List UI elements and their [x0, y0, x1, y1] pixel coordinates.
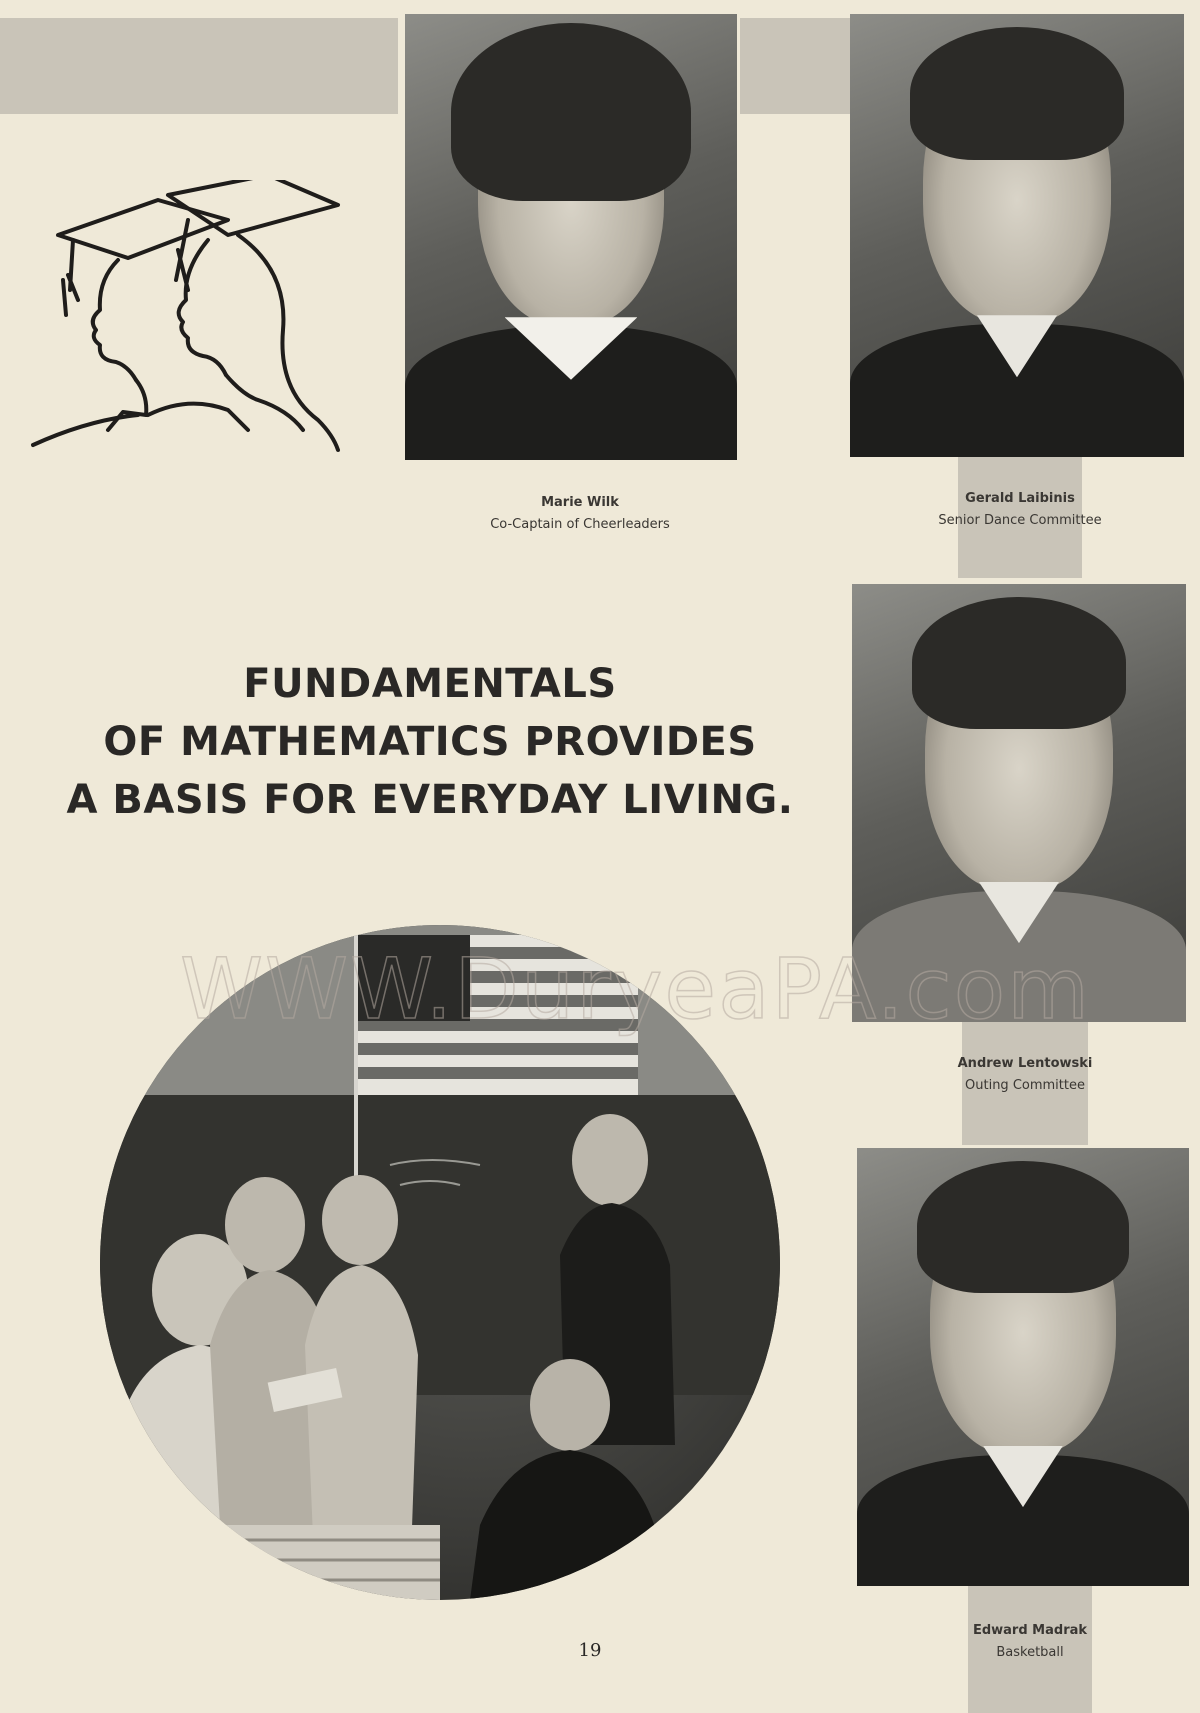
page-number: 19 — [578, 1640, 602, 1661]
portrait-edward-madrak — [857, 1148, 1189, 1586]
student-name: Marie Wilk — [541, 495, 619, 510]
caption-gerald-laibinis — [900, 488, 1140, 532]
watermark-text: WWW.DuryeaPA.com — [180, 940, 1091, 1038]
student-activity: Basketball — [996, 1645, 1064, 1660]
caption-edward-madrak — [930, 1620, 1130, 1664]
caption-marie-wilk — [430, 492, 730, 536]
student-name: Gerald Laibinis — [965, 491, 1075, 506]
graduates-drawing — [28, 180, 358, 460]
student-name: Andrew Lentowski — [957, 1056, 1093, 1071]
headline-line-3: A BASIS FOR EVERYDAY LIVING. — [66, 777, 794, 823]
portrait-marie-wilk — [405, 14, 737, 460]
top-left-band — [0, 18, 398, 114]
student-name: Edward Madrak — [972, 1623, 1088, 1638]
top-mid-band — [740, 18, 850, 114]
caption-andrew-lentowski — [910, 1053, 1140, 1097]
student-activity: Senior Dance Committee — [938, 513, 1102, 528]
headline-line-1: FUNDAMENTALS — [243, 661, 617, 707]
student-activity: Outing Committee — [965, 1078, 1085, 1093]
portrait-gerald-laibinis — [850, 14, 1184, 457]
page-headline — [30, 655, 830, 829]
student-activity: Co-Captain of Cheerleaders — [490, 517, 670, 532]
headline-line-2: OF MATHEMATICS PROVIDES — [103, 719, 757, 765]
